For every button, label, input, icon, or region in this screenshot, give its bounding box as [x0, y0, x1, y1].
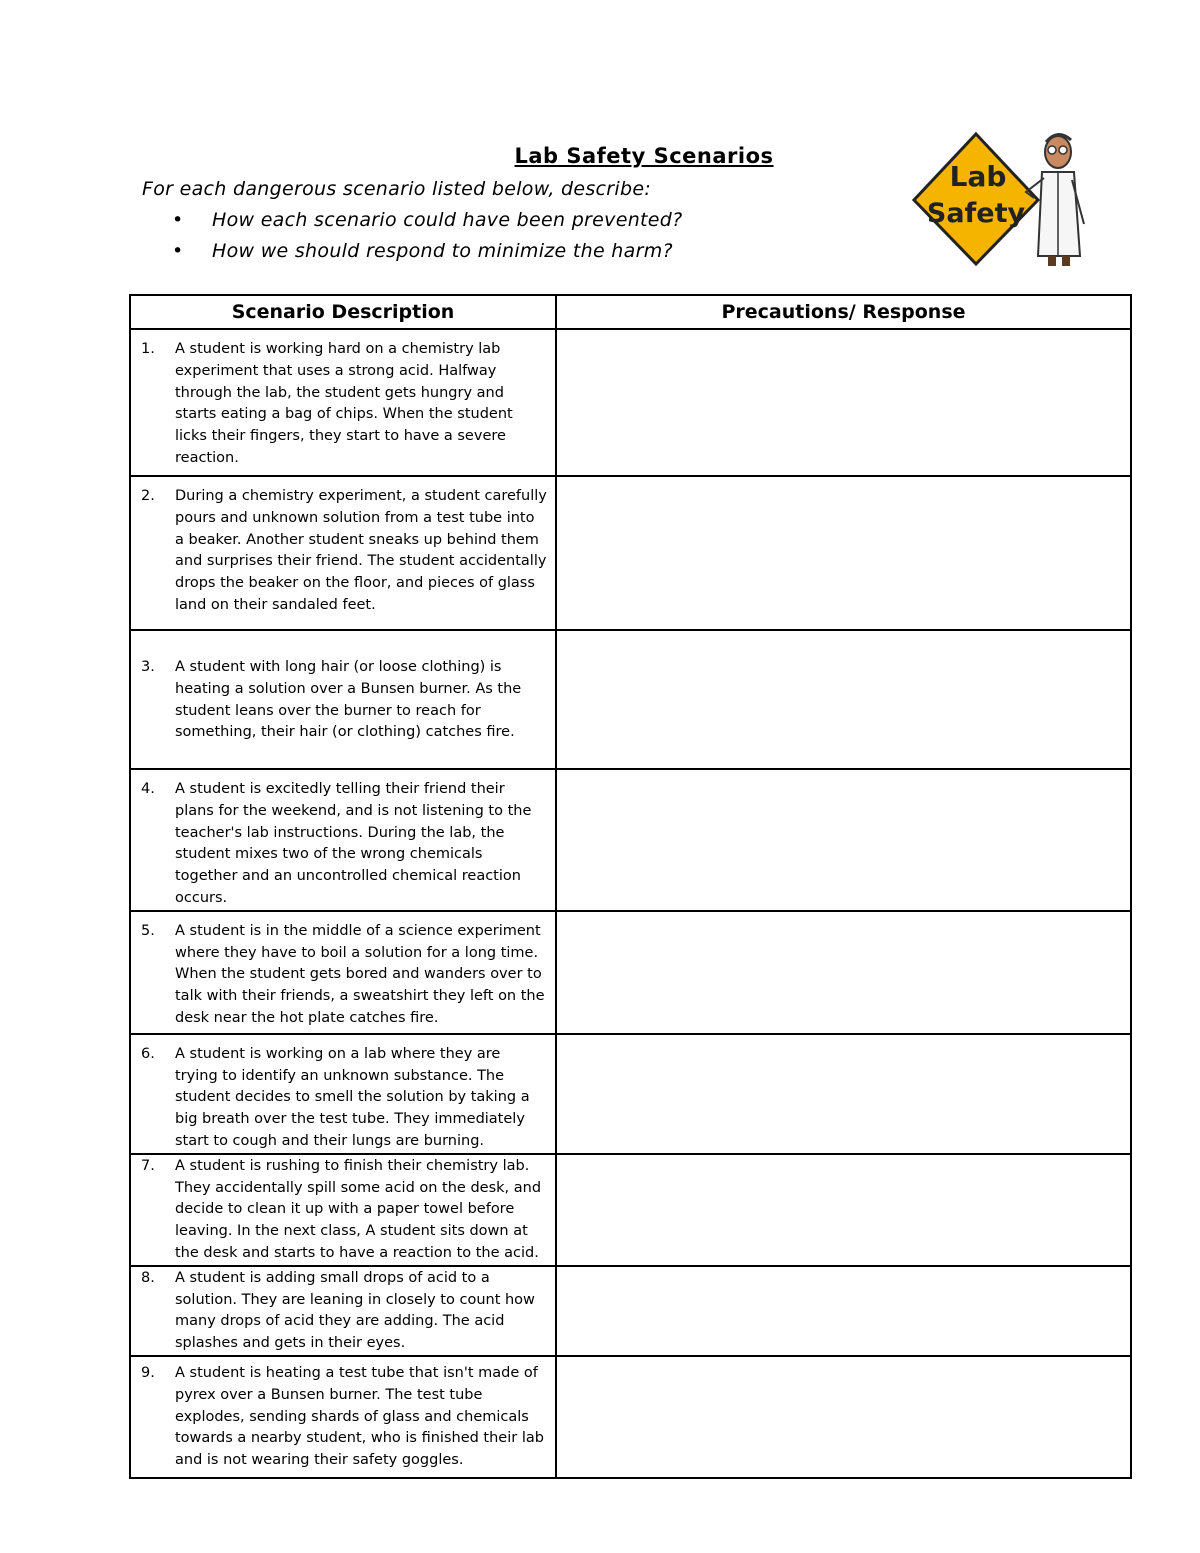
instruction-item: [172, 208, 683, 239]
scenario-number: 9.: [141, 1364, 155, 1381]
scenario-cell: [130, 1356, 556, 1478]
table-row: [130, 769, 1131, 911]
column-header-response: Precautions/ Response: [556, 295, 1131, 329]
table-row: [130, 1034, 1131, 1154]
scenario-text: During a chemistry experiment, a student carefully pours and unknown solution from a test tube into a beaker. Another student sneaks up behind them and surprises their friend. The student accidentally drops the beaker on the floor, and pieces of glass land on their sandaled feet.: [175, 488, 547, 613]
scenario-number: 8.: [141, 1269, 155, 1286]
table-row: [130, 476, 1131, 630]
scenario-number: 1.: [141, 341, 155, 357]
response-cell[interactable]: [556, 769, 1131, 911]
instruction-list: [172, 208, 683, 270]
lab-safety-logo: [910, 128, 1090, 268]
response-cell[interactable]: [556, 911, 1131, 1034]
response-cell[interactable]: [556, 1154, 1131, 1266]
table-row: [130, 630, 1131, 769]
column-header-scenario: Scenario Description: [130, 295, 556, 329]
scenario-number: 5.: [141, 922, 155, 939]
page-title: Lab Safety Scenarios: [514, 144, 774, 168]
response-cell[interactable]: [556, 1356, 1131, 1478]
scenario-text: A student with long hair (or loose clothing) is heating a solution over a Bunsen burner. As the student leans over the burner to reach for something, their hair (or clothing) catches fire.: [175, 659, 522, 741]
scenario-text: A student is rushing to finish their chemistry lab. They accidentally spill some acid on the desk, and decide to clean it up with a paper towel before leaving. In the next class, A student sits down at the desk and starts to have a reaction to the acid.: [175, 1157, 542, 1261]
scenario-text: A student is working on a lab where they are trying to identify an unknown substance. The student decides to smell the solution by taking a big breath over the test tube. They immediately start to cough and their lungs are burning.: [175, 1045, 530, 1149]
scenario-number: 7.: [141, 1157, 155, 1174]
scenario-number: 6.: [141, 1045, 155, 1062]
scenario-number: 4.: [141, 781, 155, 797]
response-cell[interactable]: [556, 329, 1131, 476]
response-cell[interactable]: [556, 476, 1131, 630]
scenario-cell: [130, 1266, 556, 1356]
bullet-icon: •: [172, 209, 184, 231]
table-header: [130, 295, 1131, 329]
response-cell[interactable]: [556, 1266, 1131, 1356]
scenario-text: A student is working hard on a chemistry lab experiment that uses a strong acid. Halfway through the lab, the student gets hungry and starts eating a bag of chips. When the student licks their fingers, they start to have a severe reaction.: [175, 341, 513, 466]
scenario-text: A student is in the middle of a science experiment where they have to boil a solution for a long time. When the student gets bored and wanders over to talk with their friends, a sweatshirt they left on the desk near the hot plate catches fire.: [175, 922, 545, 1026]
scenario-cell: [130, 630, 556, 769]
table-row: [130, 911, 1131, 1034]
response-cell[interactable]: [556, 1034, 1131, 1154]
instructions: For each dangerous scenario listed below, describe:: [142, 178, 652, 200]
scenario-text: A student is heating a test tube that isn't made of pyrex over a Bunsen burner. The test tube explodes, sending shards of glass and chemicals towards a nearby student, who is finished their lab and is not wearing their safety goggles.: [175, 1364, 544, 1469]
scenario-cell: [130, 329, 556, 476]
response-cell[interactable]: [556, 630, 1131, 769]
logo-text: Safety: [926, 198, 1026, 229]
instruction-text: How we should respond to minimize the harm?: [212, 240, 673, 262]
table-row: [130, 329, 1131, 476]
scenario-number: 3.: [141, 659, 155, 675]
instruction-text: How each scenario could have been prevented?: [212, 209, 683, 231]
scenario-text: A student is adding small drops of acid to a solution. They are leaning in closely to count how many drops of acid they are adding. The acid splashes and gets in their eyes.: [175, 1269, 535, 1352]
scenarios-table: [129, 294, 1132, 1479]
instruction-item: [172, 239, 683, 270]
scenario-cell: [130, 769, 556, 911]
table-row: [130, 1356, 1131, 1478]
scenario-cell: [130, 476, 556, 630]
scenario-cell: [130, 911, 556, 1034]
table-row: [130, 1154, 1131, 1266]
logo-text: Lab: [949, 160, 1007, 193]
table-row: [130, 1266, 1131, 1356]
scenario-text: A student is excitedly telling their friend their plans for the weekend, and is not listening to the teacher's lab instructions. During the lab, the student mixes two of the wrong chemicals together and an uncontrolled chemical reaction occurs.: [175, 781, 532, 906]
scenario-cell: [130, 1154, 556, 1266]
scenario-cell: [130, 1034, 556, 1154]
bullet-icon: •: [172, 240, 184, 262]
scenario-number: 2.: [141, 488, 155, 504]
